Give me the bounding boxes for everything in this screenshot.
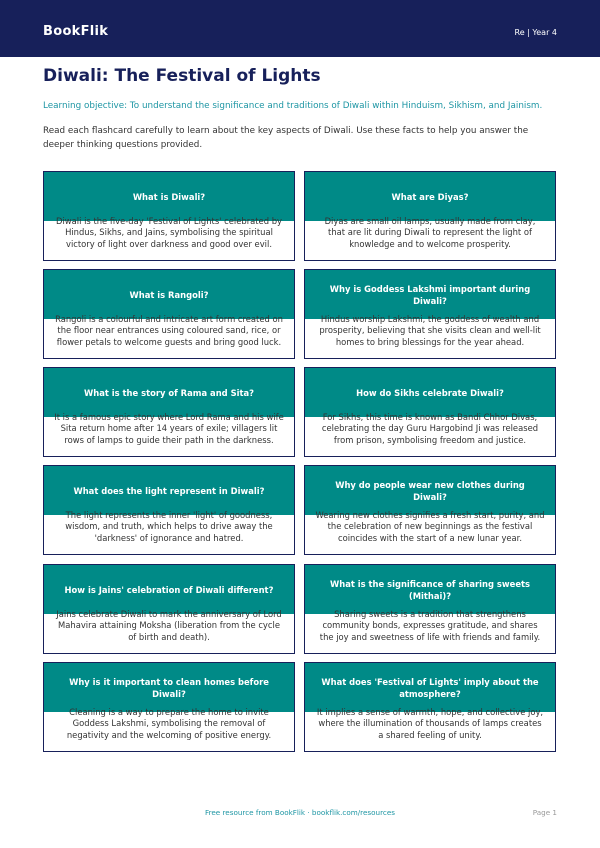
flashcard-question: Why is it important to clean homes before Diwali? bbox=[44, 663, 294, 712]
flashcard-question: Why do people wear new clothes during Diwali? bbox=[305, 466, 555, 515]
flashcard-question: What does the light represent in Diwali? bbox=[44, 466, 294, 515]
flashcard-question: What is the story of Rama and Sita? bbox=[44, 368, 294, 417]
flashcard-answer: Cleaning is a way to prepare the home to invite Goddess Lakshmi, symbolising the removal of negativity and the welcoming of positive energy. bbox=[66, 707, 272, 740]
flashcard bbox=[304, 367, 556, 457]
flashcard-question: How is Jains' celebration of Diwali different? bbox=[44, 565, 294, 614]
flashcard-answer: It implies a sense of warmth, hope, and collective joy, where the illumination of thousands of lamps creates a shared feeling of unity. bbox=[316, 707, 544, 740]
flashcard-answer: Diwali is the five-day 'Festival of Lights' celebrated by Hindus, Sikhs, and Jains, symbolising the spiritual victory of light over darkness and good over evil. bbox=[56, 216, 282, 249]
page-title: Diwali: The Festival of Lights bbox=[43, 66, 321, 86]
flashcard-answer: It is a famous epic story where Lord Rama and his wife Sita return home after 14 years of exile; villagers lit rows of lamps to guide their path in the darkness. bbox=[54, 412, 284, 445]
flashcard bbox=[43, 662, 295, 752]
footer-link[interactable]: Free resource from BookFlik · bookflik.com/resources bbox=[204, 808, 396, 817]
flashcard-answer: Rangoli is a colourful and intricate art form created on the floor near entrances using coloured sand, rice, or flower petals to welcome guests and bring good luck. bbox=[55, 314, 283, 347]
flashcard bbox=[43, 465, 295, 555]
brand-logo[interactable]: BookFlik bbox=[43, 24, 109, 39]
flashcard-question: What is Diwali? bbox=[44, 172, 294, 221]
flashcard bbox=[304, 662, 556, 752]
flashcard-question: How do Sikhs celebrate Diwali? bbox=[305, 368, 555, 417]
flashcard-answer: Sharing sweets is a tradition that strengthens community bonds, expresses gratitude, and shares the joy and sweetness of life with friends and family. bbox=[319, 609, 541, 642]
flashcard-answer: Wearing new clothes signifies a fresh start, purity, and the celebration of new beginnings as the festival coincides with the start of a new lunar year. bbox=[315, 510, 545, 543]
flashcard-answer: For Sikhs, this time is known as Bandi Chhor Divas, celebrating the day Guru Hargobind Ji was released from prison, symbolising freedom and justice. bbox=[321, 412, 539, 445]
header-bar bbox=[0, 0, 600, 57]
flashcard bbox=[304, 269, 556, 359]
flashcard-question: What does 'Festival of Lights' imply about the atmosphere? bbox=[305, 663, 555, 712]
flashcard bbox=[304, 171, 556, 261]
flashcard bbox=[43, 367, 295, 457]
subject-year-label: Re | Year 4 bbox=[514, 28, 557, 37]
flashcard-question: What are Diyas? bbox=[305, 172, 555, 221]
flashcard bbox=[304, 465, 556, 555]
flashcard bbox=[43, 171, 295, 261]
flashcard bbox=[43, 564, 295, 654]
flashcard bbox=[304, 564, 556, 654]
learning-objective: Learning objective: To understand the significance and traditions of Diwali within Hinduism, Sikhism, and Jainism. bbox=[43, 101, 543, 111]
flashcard-answer: Hindus worship Lakshmi, the goddess of wealth and prosperity, believing that she visits clean and well-lit homes to bring blessings for the year ahead. bbox=[319, 314, 541, 347]
flashcard-answer: Jains celebrate Diwali to mark the anniversary of Lord Mahavira attaining Moksha (liberation from the cycle of birth and death). bbox=[56, 609, 282, 642]
intro-text: Read each flashcard carefully to learn about the key aspects of Diwali. Use these facts to help you answer the deeper thinking questions provided. bbox=[43, 126, 529, 150]
page-number: Page 1 bbox=[532, 808, 557, 817]
flashcard-question: Why is Goddess Lakshmi important during Diwali? bbox=[305, 270, 555, 319]
flashcard bbox=[43, 269, 295, 359]
flashcard-answer: Diyas are small oil lamps, usually made from clay, that are lit during Diwali to represent the light of knowledge and to welcome prosperity. bbox=[324, 216, 536, 249]
flashcard-question: What is the significance of sharing sweets (Mithai)? bbox=[305, 565, 555, 614]
flashcard-question: What is Rangoli? bbox=[44, 270, 294, 319]
flashcard-answer: The light represents the inner 'light' of goodness, wisdom, and truth, which helps to drive away the 'darkness' of ignorance and hatred. bbox=[65, 510, 273, 543]
